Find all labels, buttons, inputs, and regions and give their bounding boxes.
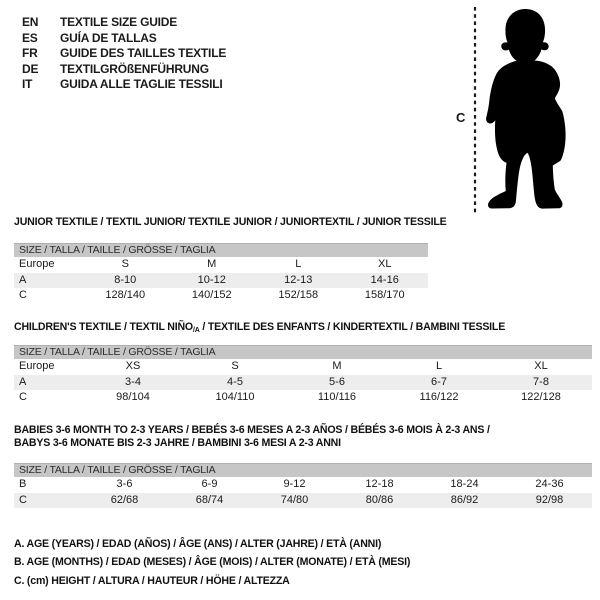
- size-cell: 14-16: [370, 273, 399, 286]
- size-header-bar: SIZE / TALLA / TAILLE / GRÖSSE / TAGLIA: [14, 345, 592, 359]
- size-cell: S: [231, 360, 239, 372]
- size-cell: 6-9: [201, 478, 218, 490]
- row-label-cell: Europe: [19, 258, 55, 270]
- row-label-cell: B: [19, 478, 27, 490]
- size-cell: 86/92: [450, 493, 479, 506]
- size-cell: 9-12: [283, 478, 306, 490]
- language-row: [22, 15, 226, 31]
- row-label-cell: A: [19, 375, 27, 388]
- size-cell: 74/80: [280, 493, 309, 506]
- size-cell: 104/110: [215, 391, 255, 403]
- footnote-c: C. (cm) HEIGHT / ALTURA / HAUTEUR / HÖHE / ALTEZZA: [14, 574, 290, 587]
- language-code: IT: [22, 77, 33, 92]
- size-cell: M: [207, 258, 217, 270]
- footnote-b: B. AGE (MONTHS) / EDAD (MESES) / ÂGE (MOIS) / ALTER (MONATE) / ETÀ (MESI): [14, 556, 411, 569]
- children-title-sub: /A: [192, 327, 200, 334]
- size-cell: 158/170: [364, 289, 405, 301]
- junior-table-section: [14, 243, 428, 304]
- size-cell: 3-6: [116, 478, 133, 490]
- size-cell: 128/140: [105, 289, 146, 301]
- size-cell: 24-36: [535, 478, 564, 490]
- babies-title-line2: BABYS 3-6 MONATE BIS 2-3 JAHRE / BAMBINI 3-6 MESI A 2-3 ANNI: [14, 437, 341, 450]
- table-row: [14, 375, 592, 391]
- language-row: [22, 31, 226, 47]
- language-label: GUIDE DES TAILLES TEXTILE: [60, 46, 227, 61]
- size-cell: S: [121, 258, 129, 270]
- size-cell: XL: [534, 360, 548, 372]
- table-row: [14, 359, 592, 375]
- size-cell: 6-7: [431, 375, 447, 388]
- table-row: [14, 288, 428, 304]
- row-label-cell: Europe: [19, 360, 55, 372]
- size-cell: 122/128: [521, 391, 561, 403]
- size-cell: 62/68: [110, 493, 139, 506]
- size-cell: 12-18: [365, 478, 394, 490]
- babies-table-section: [14, 463, 592, 508]
- language-label: TEXTILE SIZE GUIDE: [60, 15, 178, 29]
- children-title-pre: CHILDREN'S TEXTILE / TEXTIL NIÑO: [14, 321, 193, 333]
- children-size-table: [14, 359, 592, 406]
- footnote-a: A. AGE (YEARS) / EDAD (AÑOS) / ÂGE (ANS) / ALTER (JAHRE) / ETÀ (ANNI): [14, 538, 382, 550]
- babies-title-line1: BABIES 3-6 MONTH TO 2-3 YEARS / BEBÉS 3-6 MESES A 2-3 AÑOS / BÉBÉS 3-6 MOIS À 2-3 ANS /: [14, 424, 490, 436]
- size-cell: 116/122: [419, 391, 459, 403]
- size-cell: L: [295, 258, 302, 270]
- size-cell: L: [435, 360, 443, 372]
- size-header-bar: SIZE / TALLA / TAILLE / GRÖSSE / TAGLIA: [14, 243, 428, 257]
- size-cell: 92/98: [535, 493, 564, 506]
- row-label-cell: A: [19, 273, 27, 286]
- height-label-c: C: [456, 110, 466, 125]
- language-guide-list: [22, 15, 226, 93]
- language-label: TEXTILGRÖßENFÜHRUNG: [60, 61, 209, 76]
- language-row: [22, 46, 226, 62]
- size-header-bar: SIZE / TALLA / TAILLE / GRÖSSE / TAGLIA: [14, 463, 592, 477]
- language-row: [22, 62, 226, 78]
- size-cell: 5-6: [329, 375, 345, 388]
- babies-table-title: [14, 424, 490, 450]
- row-label-cell: C: [19, 391, 27, 403]
- size-cell: XL: [378, 258, 392, 270]
- children-table-section: [14, 345, 592, 406]
- size-cell: 3-4: [125, 375, 141, 388]
- children-table-title: [14, 321, 505, 334]
- table-row: [14, 390, 592, 406]
- size-cell: 80/86: [365, 493, 394, 506]
- size-cell: 140/152: [191, 289, 232, 301]
- language-code: EN: [22, 15, 39, 29]
- children-title-post: / TEXTILE DES ENFANTS / KINDERTEXTIL / BAMBINI TESSILE: [199, 321, 506, 333]
- language-label: GUIDA ALLE TAGLIE TESSILI: [60, 77, 223, 92]
- language-code: ES: [22, 30, 38, 45]
- size-cell: 8-10: [114, 273, 137, 286]
- language-code: DE: [22, 61, 39, 76]
- baby-silhouette: [486, 9, 566, 209]
- size-cell: 12-13: [284, 273, 313, 286]
- size-cell: M: [332, 360, 342, 372]
- language-row: [22, 77, 226, 93]
- size-cell: 10-12: [197, 273, 226, 286]
- size-cell: 98/104: [116, 391, 150, 403]
- row-label-cell: C: [19, 289, 27, 301]
- row-label-cell: C: [19, 493, 27, 506]
- table-row: [14, 477, 592, 493]
- size-cell: 68/74: [195, 493, 224, 506]
- size-cell: 7-8: [533, 375, 549, 388]
- babies-size-table: [14, 477, 592, 508]
- table-row: [14, 257, 428, 273]
- junior-size-table: [14, 257, 428, 304]
- table-row: [14, 493, 592, 509]
- footnotes: [14, 535, 410, 590]
- size-cell: 152/158: [278, 289, 319, 301]
- baby-silhouette-figure: [450, 2, 598, 218]
- size-cell: 4-5: [227, 375, 243, 388]
- junior-table-title: JUNIOR TEXTILE / TEXTIL JUNIOR/ TEXTILE JUNIOR / JUNIORTEXTIL / JUNIOR TESSILE: [14, 216, 447, 228]
- language-code: FR: [22, 46, 38, 61]
- language-label: GUÍA DE TALLAS: [60, 30, 157, 45]
- size-cell: 110/116: [317, 391, 357, 403]
- size-cell: 18-24: [450, 478, 479, 490]
- size-cell: XS: [125, 360, 141, 372]
- table-row: [14, 273, 428, 289]
